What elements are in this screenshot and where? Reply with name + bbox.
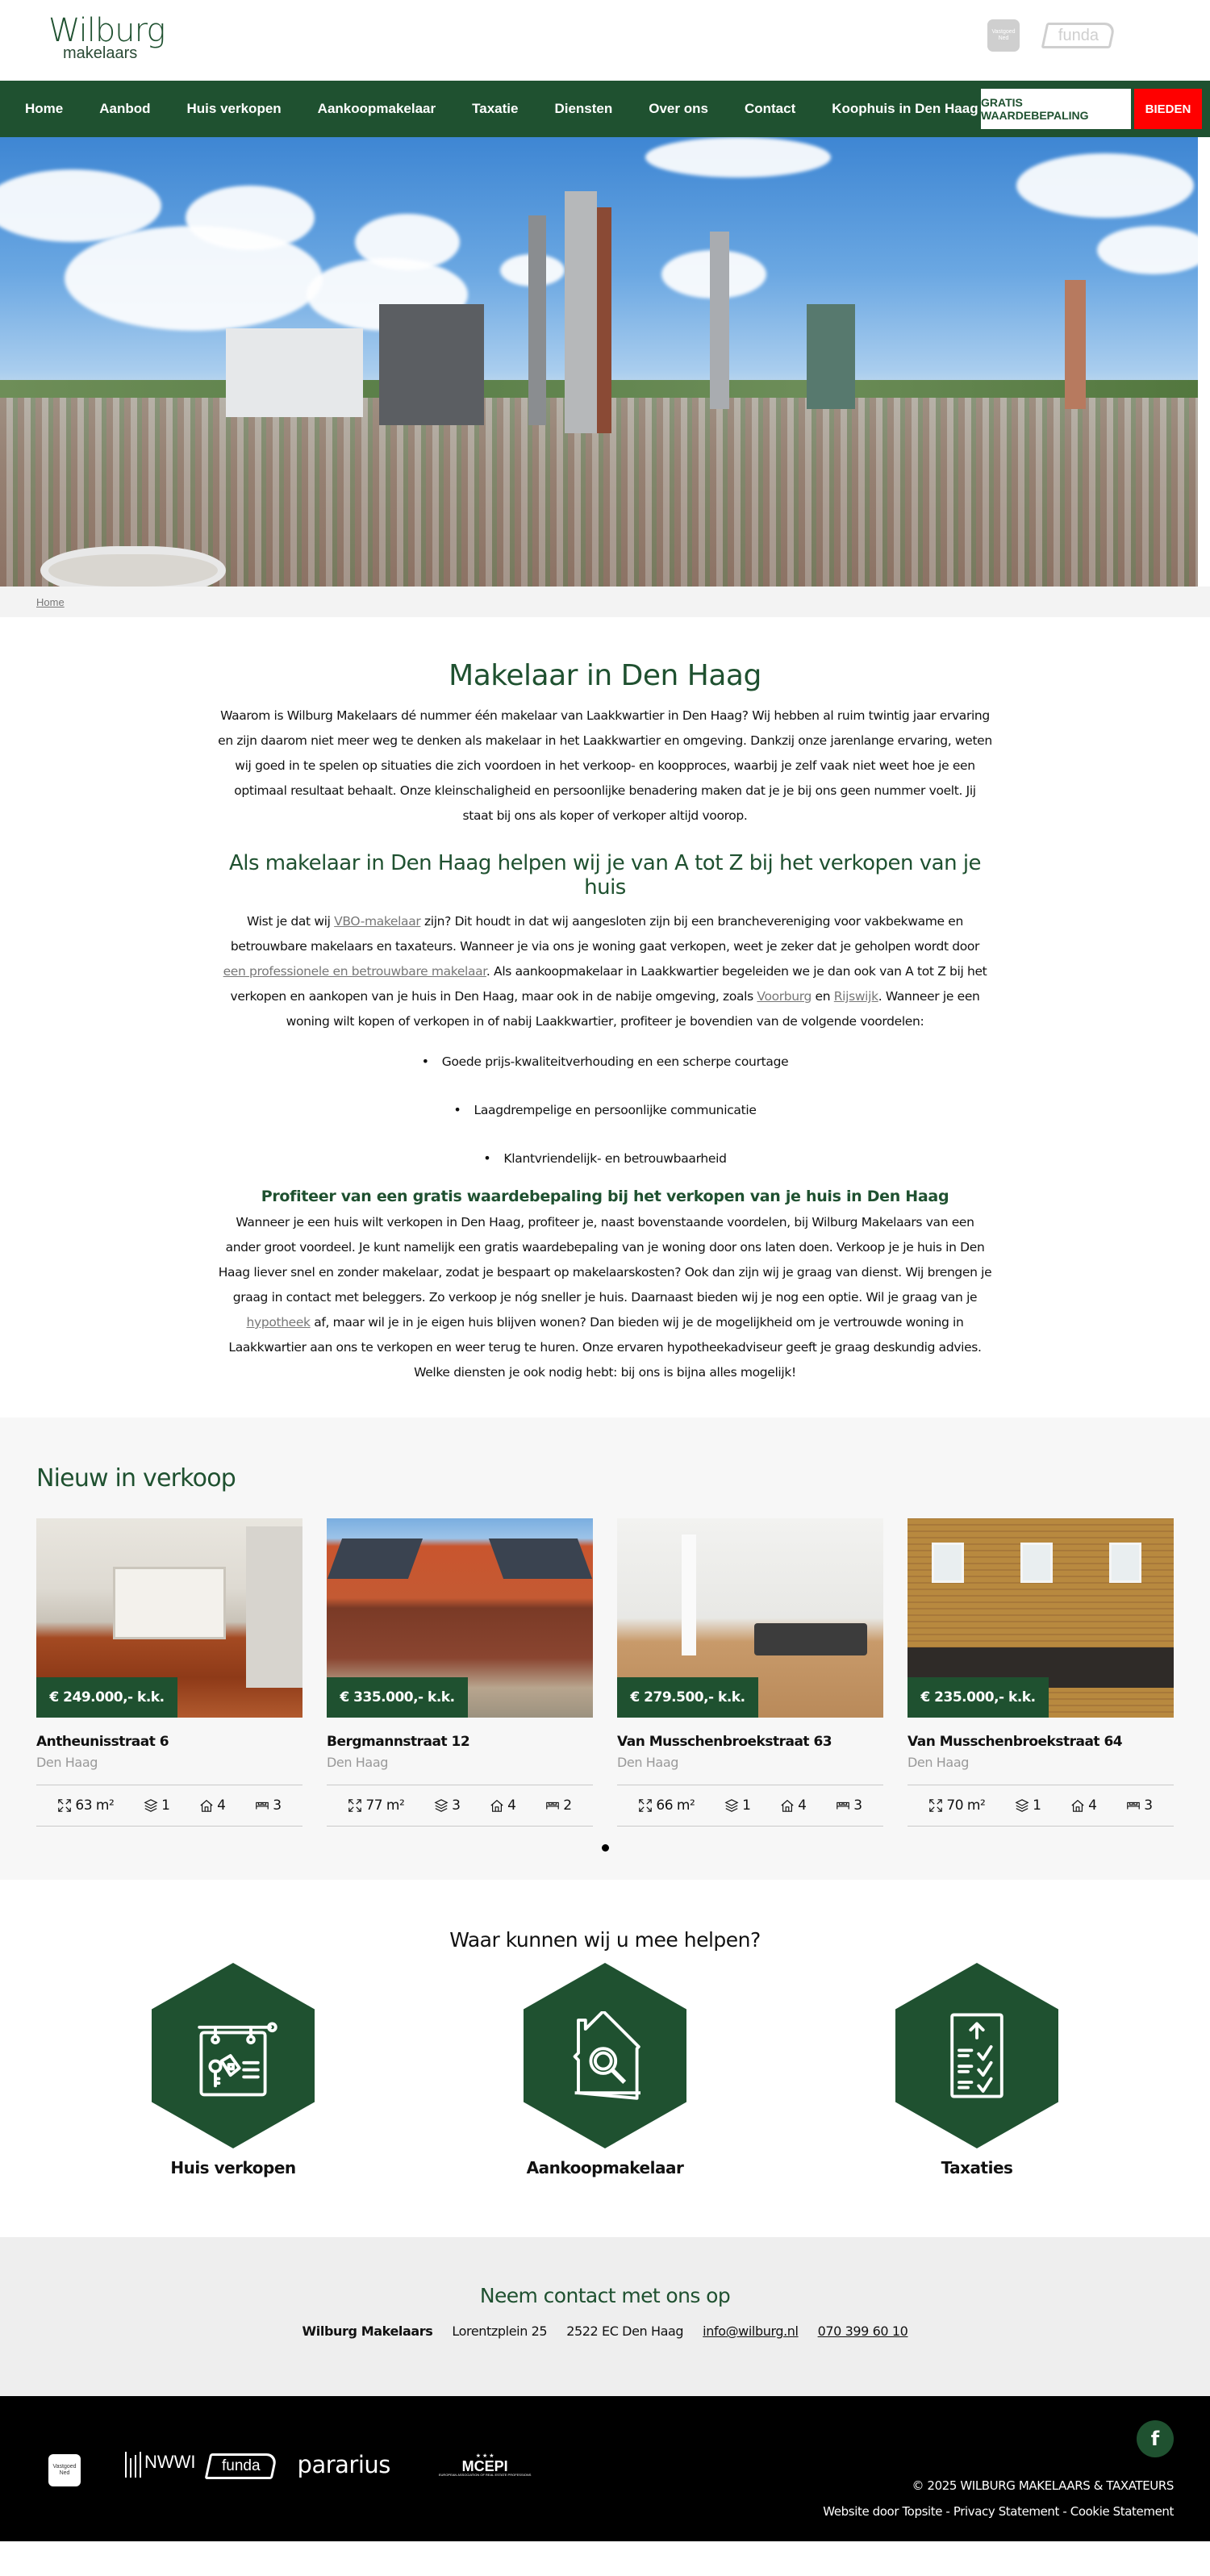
office-block [807,304,855,409]
spec-value: 3 [452,1797,461,1814]
carousel-dot-active[interactable] [602,1844,609,1852]
listing-street: Bergmannstraat 12 [327,1734,470,1750]
new-for-sale-section [0,1417,1210,1880]
spec-value: 4 [798,1797,807,1814]
spec-value: 2 [563,1797,572,1814]
nav-taxatie[interactable]: Taxatie [472,101,519,116]
spec-floors [144,1797,169,1814]
spec-value: 4 [507,1797,516,1814]
layers-icon [434,1798,449,1813]
listing-city: Den Haag [908,1755,969,1770]
service-aankoopmakelaar[interactable] [508,1963,702,2177]
service-label: Aankoopmakelaar [526,2158,684,2177]
benefit-item: • Goede prijs-kwaliteitverhouding en een scherpe courtage [218,1054,992,1070]
nwwi-bars [125,2452,141,2478]
layers-icon [144,1798,158,1813]
house-icon [780,1798,795,1813]
contact-section [0,2237,1210,2396]
spec-area [638,1797,695,1814]
listing-carousel [36,1518,1174,1827]
footer-links [823,2504,1174,2519]
spec-value: 4 [217,1797,226,1814]
spec-rooms [1070,1797,1096,1814]
office-block [226,328,363,417]
spec-value: 3 [1144,1797,1153,1814]
mcepi-logo[interactable] [439,2453,532,2477]
office-block [1065,280,1086,409]
professionele-makelaar-link[interactable]: een professionele en betrouwbare makelaar [223,964,486,979]
breadcrumb [0,587,1210,617]
contact-title: Neem contact met ons op [479,2284,731,2307]
skyscraper [710,232,729,409]
listing-specs [36,1785,302,1827]
listing-photo [908,1518,1174,1718]
section-heading-waardebepaling: Profiteer van een gratis waardebepaling bij het verkopen van je huis in Den Haag [261,1188,949,1205]
listing-card[interactable] [908,1518,1174,1827]
spec-bedrooms [255,1797,281,1814]
spec-floors [434,1797,460,1814]
text-fragment: . Als aankoopmakelaar in Laakkwartier begeleiden we je dan ook van A tot Z bij het verkopen en aankopen van je huis in Den Haag, maar ook in de nabije omgeving, zoals [230,964,987,1004]
nav-aankoopmakelaar[interactable]: Aankoopmakelaar [317,101,436,116]
spec-value: 77 m² [365,1797,405,1814]
spec-value: 3 [273,1797,282,1814]
nav-diensten[interactable]: Diensten [554,101,613,116]
vastgoed-ned-logo[interactable]: Vastgoed Ned [987,19,1020,52]
window [1020,1543,1053,1583]
section-heading-a-tot-z: Als makelaar in Den Haag helpen wij je van A tot Z bij het verkopen van je huis [228,851,982,900]
listing-card[interactable] [617,1518,883,1827]
solar-panels [489,1539,592,1579]
bed-icon [255,1798,269,1813]
benefits-list [218,1054,992,1167]
hexagon-badge [524,1963,686,2148]
hypotheek-link[interactable]: hypotheek [246,1315,311,1330]
listing-street: Van Musschenbroekstraat 63 [617,1734,832,1750]
nwwi-logo[interactable] [125,2452,196,2478]
nav-aanbod[interactable]: Aanbod [99,101,151,116]
listing-photo [36,1518,302,1718]
listing-specs [617,1785,883,1827]
listing-city: Den Haag [36,1755,98,1770]
expand-arrows-icon [928,1798,943,1813]
hexagon-badge [895,1963,1058,2148]
services-title: Waar kunnen wij u mee helpen? [449,1928,761,1952]
skyscraper [565,191,597,433]
listing-city: Den Haag [327,1755,388,1770]
house-search-icon [561,2011,649,2100]
expand-arrows-icon [638,1798,653,1813]
new-for-sale-title: Nieuw in verkoop [36,1464,236,1493]
ring-building [40,546,226,587]
skyscraper [597,207,611,433]
bed-icon [836,1798,850,1813]
spec-rooms [490,1797,515,1814]
vbo-makelaar-link[interactable]: VBO-makelaar [334,914,421,929]
listing-price: € 249.000,- k.k. [36,1677,177,1718]
spec-value: 1 [1033,1797,1041,1814]
funda-logo[interactable] [204,2453,277,2479]
spec-rooms [199,1797,225,1814]
layers-icon [1015,1798,1029,1813]
separator: - [942,2504,953,2519]
services-row [136,1963,1074,2177]
gratis-waardebepaling-button[interactable]: GRATIS WAARDEBEPALING [981,89,1131,129]
text-fragment: Wist je dat wij [247,914,335,929]
breadcrumb-home[interactable]: Home [36,595,65,608]
spec-bedrooms [545,1797,571,1814]
house-icon [199,1798,214,1813]
funda-text: funda [221,2457,261,2474]
listing-price: € 235.000,- k.k. [908,1677,1049,1718]
email-link[interactable]: info@wilburg.nl [703,2323,799,2339]
checklist-icon [933,2011,1021,2100]
spec-rooms [780,1797,806,1814]
bieden-button[interactable]: BIEDEN [1134,89,1202,129]
skyscraper [528,215,546,425]
text-fragment: Wanneer je een huis wilt verkopen in Den Haag, profiteer je, naast bovenstaande voordelen, bij Wilburg Makelaars van een ander groot voordeel. Je kunt namelijk een gratis waardebepaling van je woning door ons laten doen. Verkoop je je huis in Den Haag liever snel en zonder makelaar, zodat je bespaart op makelaarskosten? Ook dan zijn wij je graag van dienst. Wij brengen je graag in contact met beleggers. Zo verkoop je nóg sneller je huis. Daarnaast bieden wij je nog een optie. Wil je graag van je [218,1215,992,1305]
nwwi-text: NWWI [144,2452,196,2472]
spec-value: 70 m² [946,1797,986,1814]
window [113,1567,226,1639]
phone-link[interactable]: 070 399 60 10 [817,2323,908,2339]
spec-area [348,1797,404,1814]
voorburg-link[interactable]: Voorburg [757,989,812,1004]
spec-value: 1 [742,1797,751,1814]
listing-photo [327,1518,593,1718]
listing-specs [908,1785,1174,1827]
services-section [0,1880,1210,2237]
solar-panels [328,1539,423,1579]
street-address: Lorentzplein 25 [452,2323,548,2339]
listing-photo [617,1518,883,1718]
window [932,1543,964,1583]
vbo-paragraph [218,909,992,1034]
cloud [1097,226,1198,274]
spec-floors [724,1797,750,1814]
listing-city: Den Haag [617,1755,678,1770]
funda-logo-text: funda [1058,26,1099,44]
cloud [1016,153,1194,218]
copyright: © 2025 WILBURG MAKELAARS & TAXATEURS [912,2478,1174,2493]
nav-huis-verkopen[interactable]: Huis verkopen [186,101,282,116]
site-footer [0,2396,1210,2541]
service-huis-verkopen[interactable] [136,1963,330,2177]
intro-paragraph: Waarom is Wilburg Makelaars dé nummer één makelaar van Laakkwartier in Den Haag? Wij hebben al ruim twintig jaar ervaring en zijn daarom niet meer weg te denken als makelaar in het Laakkwartier en omgeving. Dankzij onze jarenlange ervaring, weten wij goed in te spelen op situaties die zich voordoen in het verkoop- en koopproces, waarbij je zelf vaak niet weet hoe je een optimaal resultaat behaalt. Onze kleinschaligheid en persoonlijke benadering maken dat je je bij ons geen nummer voelt. Jij staat bij ons als koper of verkoper altijd voorop. [218,708,992,823]
spec-value: 1 [161,1797,170,1814]
house-icon [490,1798,504,1813]
spec-area [928,1797,985,1814]
listing-specs [327,1785,593,1827]
vastgoed-ned-logo[interactable]: Vastgoed Ned [48,2454,81,2486]
topsite-link[interactable]: Website door Topsite [823,2504,943,2519]
listing-price: € 279.500,- k.k. [617,1677,758,1718]
door [246,1526,302,1688]
cloud [645,137,831,177]
hero-skyline-image [0,137,1198,587]
spec-area [57,1797,114,1814]
service-label: Taxaties [941,2158,1013,2177]
bed-icon [1126,1798,1141,1813]
expand-arrows-icon [348,1798,362,1813]
separator: - [1059,2504,1070,2519]
nav-contact[interactable]: Contact [744,101,796,116]
rijswijk-link[interactable]: Rijswijk [833,989,878,1004]
spec-value: 66 m² [656,1797,695,1814]
header-partner-logos [987,19,1113,52]
listing-card[interactable] [36,1518,302,1827]
logo-subline: makelaars [63,44,138,62]
cepi-text: MCEPI [461,2457,508,2474]
page-title: Makelaar in Den Haag [449,659,761,692]
spec-floors [1015,1797,1041,1814]
spec-bedrooms [836,1797,862,1814]
footer-partner-logos [48,2443,531,2486]
house-icon [1070,1798,1085,1813]
service-taxaties[interactable] [880,1963,1074,2177]
nav-home[interactable]: Home [25,101,64,116]
text-fragment: . Wanneer je een woning wilt kopen of verkopen in of nabij Laakkwartier, profiteer je bovendien van de volgende voordelen: [286,989,980,1029]
contact-details [0,2323,1210,2339]
company-name: Wilburg Makelaars [302,2323,433,2339]
benefit-item: • Klantvriendelijk- en betrouwbaarheid [218,1150,992,1167]
for-sale-sign-icon [189,2011,277,2100]
expand-arrows-icon [57,1798,72,1813]
cepi-stars: ★ ★ ★ [475,2453,494,2459]
text-fragment: zijn? Dit houdt in dat wij aangesloten zijn bij een branchevereniging voor vakbekwame en betrouwbare makelaars en taxateurs. Wanneer je via ons je woning gaat verkopen, weet je zeker dat je geholpen wordt door [230,914,980,954]
text-fragment: af, maar wil je in je eigen huis blijven wonen? Dan bieden wij je de mogelijkheid om je vertrouwde woning in Laakkwartier aan ons te verkopen en weer terug te huren. Onze ervaren hypotheekadviseur geeft je graag deskundig advies. Welke diensten je ook nodig hebt: bij ons is bijna alles mogelijk! [228,1315,982,1380]
funda-logo[interactable] [1041,23,1116,48]
bed-icon [545,1798,560,1813]
spec-value: 4 [1088,1797,1097,1814]
window [1109,1543,1141,1583]
main-navigation [0,81,1210,137]
spec-value: 3 [853,1797,862,1814]
listing-card[interactable] [327,1518,593,1827]
waardebepaling-paragraph [218,1210,992,1385]
pararius-logo[interactable]: pararius [297,2451,390,2478]
nav-over-ons[interactable]: Over ons [649,101,708,116]
logo-wordmark: Wilburg [48,12,165,49]
cloud [186,186,315,250]
cepi-subtext: EUROPEAN ASSOCIATION OF REAL ESTATE PROFESSIONS [438,2472,532,2477]
office-block [379,304,484,425]
listing-street: Van Musschenbroekstraat 64 [908,1734,1123,1750]
carousel-pagination [36,1841,1174,1856]
intro-content [218,617,992,1417]
service-label: Huis verkopen [170,2158,296,2177]
cookie-statement-link[interactable]: Cookie Statement [1070,2504,1174,2519]
text-fragment: en [811,989,834,1004]
wilburg-logo[interactable] [48,12,165,62]
spec-value: 63 m² [75,1797,115,1814]
spec-bedrooms [1126,1797,1152,1814]
benefit-item: • Laagdrempelige en persoonlijke communicatie [218,1102,992,1118]
column [682,1534,696,1655]
hexagon-badge [152,1963,315,2148]
privacy-statement-link[interactable]: Privacy Statement [953,2504,1060,2519]
site-header [0,0,1210,81]
listing-price: € 335.000,- k.k. [327,1677,468,1718]
listing-street: Antheunisstraat 6 [36,1734,169,1750]
nav-koophuis-den-haag[interactable]: Koophuis in Den Haag [832,101,978,116]
layers-icon [724,1798,739,1813]
facebook-icon[interactable]: f [1137,2420,1174,2457]
sofa [754,1623,867,1655]
postal-city: 2522 EC Den Haag [566,2323,684,2339]
